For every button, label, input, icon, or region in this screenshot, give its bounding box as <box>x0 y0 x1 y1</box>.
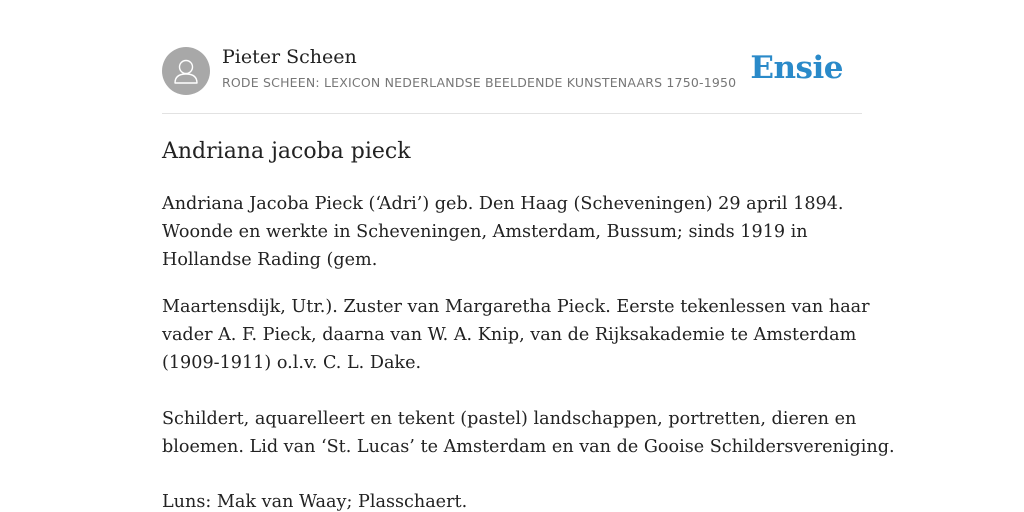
paragraph-line: Schildert, aquarelleert en tekent (pastel) landschappen, portretten, dieren en <box>162 409 857 429</box>
paragraph-line: Andriana Jacoba Pieck (‘Adri’) geb. Den Haag (Scheveningen) 29 april 1894. <box>162 194 844 214</box>
paragraph-line: (1909-1911) o.l.v. C. L. Dake. <box>162 353 422 373</box>
author-name[interactable]: Pieter Scheen <box>222 46 357 68</box>
article-paragraph <box>162 488 862 512</box>
source-label[interactable]: RODE SCHEEN: LEXICON NEDERLANDSE BEELDENDE KUNSTENAARS 1750-1950 <box>222 75 737 90</box>
article-title: Andriana jacoba pieck <box>162 139 411 164</box>
article-paragraph <box>162 293 870 377</box>
paragraph-line: Luns: Mak van Waay; Plasschaert. <box>162 492 468 512</box>
paragraph-line: bloemen. Lid van ‘St. Lucas’ te Amsterdam en van de Gooise Schildersvereniging. <box>162 437 895 457</box>
paragraph-line: Hollandse Rading (gem. <box>162 250 378 270</box>
ensie-logo[interactable]: Ensie <box>750 50 843 86</box>
page-container <box>162 0 895 512</box>
paragraph-line: vader A. F. Pieck, daarna van W. A. Knip, van de Rijksakademie te Amsterdam <box>162 325 857 345</box>
header <box>162 0 862 114</box>
paragraph-line: Maartensdijk, Utr.). Zuster van Margaretha Pieck. Eerste tekenlessen van haar <box>162 297 870 317</box>
article-paragraph <box>162 405 895 461</box>
paragraph-line: Woonde en werkte in Scheveningen, Amsterdam, Bussum; sinds 1919 in <box>162 222 808 242</box>
article-paragraph <box>162 190 862 274</box>
user-silhouette-icon[interactable] <box>162 47 210 95</box>
